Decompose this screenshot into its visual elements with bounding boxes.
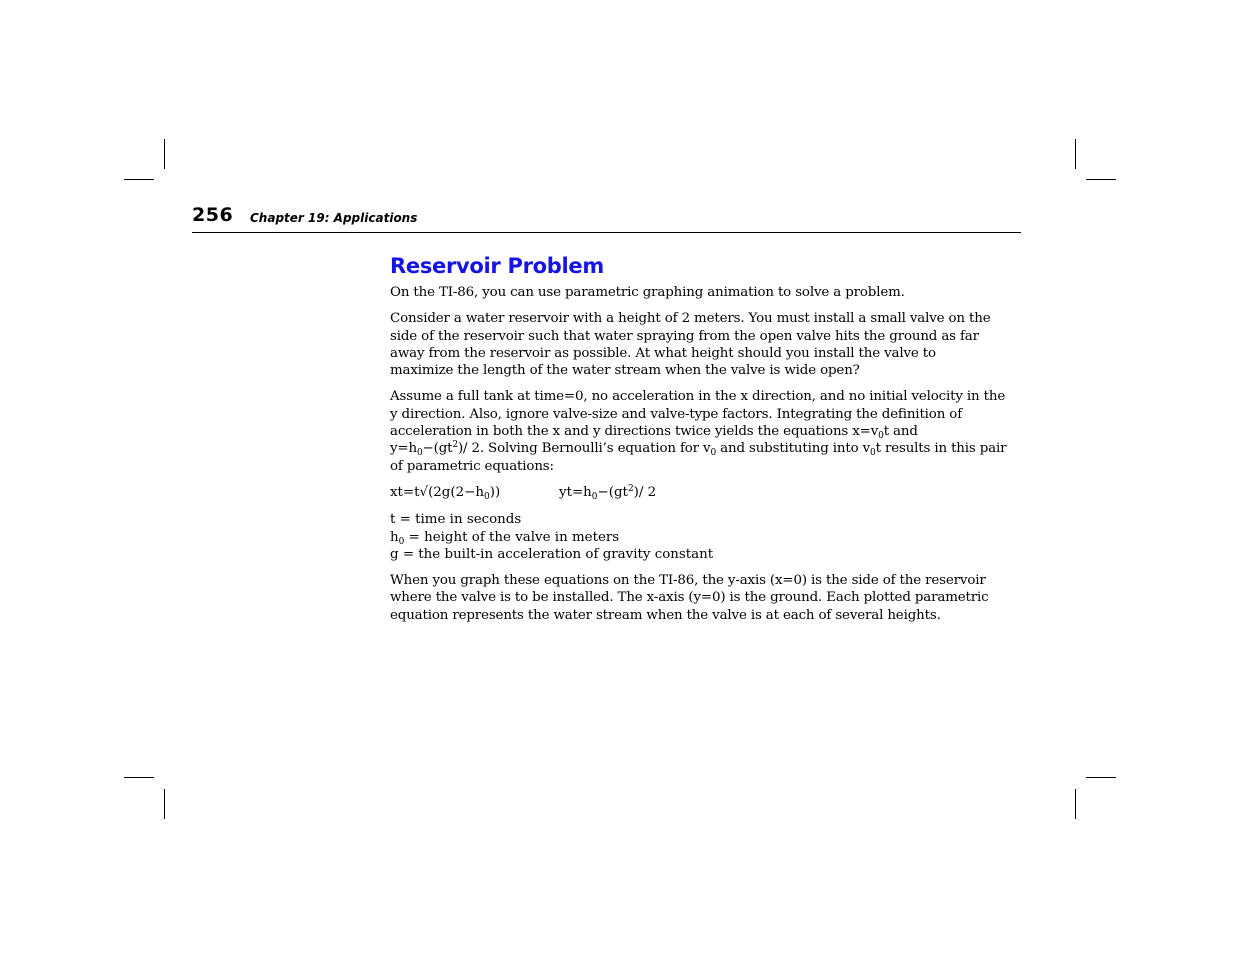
p1-line: side of the reservoir such that water spraying from the open valve hits the ground as far [390, 328, 979, 344]
paragraph-2 [390, 388, 1022, 474]
crop-mark-bottom-right-h [1086, 777, 1116, 778]
paragraph-3 [390, 572, 1022, 624]
equation-xt: $xt=t√(2g(2-h_0))$ [390, 484, 501, 502]
chapter-title: Chapter 19: Applications [250, 211, 418, 225]
p2-line-1: Assume a full tank at time=0, no acceleration in the x direction, and no initial velocity in the [390, 389, 1006, 405]
p1-line: maximize the length of the water stream when the valve is wide open? [390, 363, 860, 379]
crop-mark-bottom-left-h [124, 777, 154, 778]
section-title: Reservoir Problem [390, 254, 604, 278]
p1-line: Consider a water reservoir with a height of 2 meters. You must install a small valve on the [390, 311, 991, 327]
definition-h0: $h_0$ = height of the valve in meters [390, 529, 620, 547]
page-number: 256 [192, 204, 234, 226]
p2-line-4: $y=h_0-(gt^2)∕$ 2. Solving Bernoulli’s equation for $v_0$ and substituting into $v_0t$ results in this pair [390, 440, 1007, 459]
p2-line-3: acceleration in both the x and y directions twice yields the equations $x=v_0t$ and [390, 424, 918, 442]
p2-line-5: of parametric equations: [390, 458, 554, 474]
page-header [192, 204, 1021, 233]
parametric-equations [390, 484, 1022, 501]
intro-paragraph: On the TI-86, you can use parametric graphing animation to solve a problem. [390, 285, 905, 300]
section-content [390, 254, 1022, 633]
paragraph-1 [390, 310, 1022, 379]
p1-line: away from the reservoir as possible. At what height should you install the valve to [390, 345, 936, 361]
crop-mark-top-right-h [1086, 179, 1116, 180]
crop-mark-top-right-v [1075, 139, 1076, 169]
definition-t: t = time in seconds [390, 512, 522, 528]
p3-line: equation represents the water stream when the valve is at each of several heights. [390, 607, 941, 623]
equation-yt: $yt=h_0-(gt^2)∕$ 2 [559, 483, 657, 502]
crop-mark-top-left-h [124, 179, 154, 180]
p3-line: When you graph these equations on the TI-86, the y-axis (x=0) is the side of the reservoir [390, 573, 986, 589]
crop-mark-top-left-v [164, 139, 165, 169]
variable-definitions [390, 511, 1022, 563]
crop-mark-bottom-left-v [164, 789, 165, 819]
definition-g: g = the built-in acceleration of gravity constant [390, 546, 714, 562]
p2-line-2: y direction. Also, ignore valve-size and valve-type factors. Integrating the definition of [390, 406, 963, 422]
crop-mark-bottom-right-v [1075, 789, 1076, 819]
p3-line: where the valve is to be installed. The x-axis (y=0) is the ground. Each plotted parametric [390, 590, 989, 606]
